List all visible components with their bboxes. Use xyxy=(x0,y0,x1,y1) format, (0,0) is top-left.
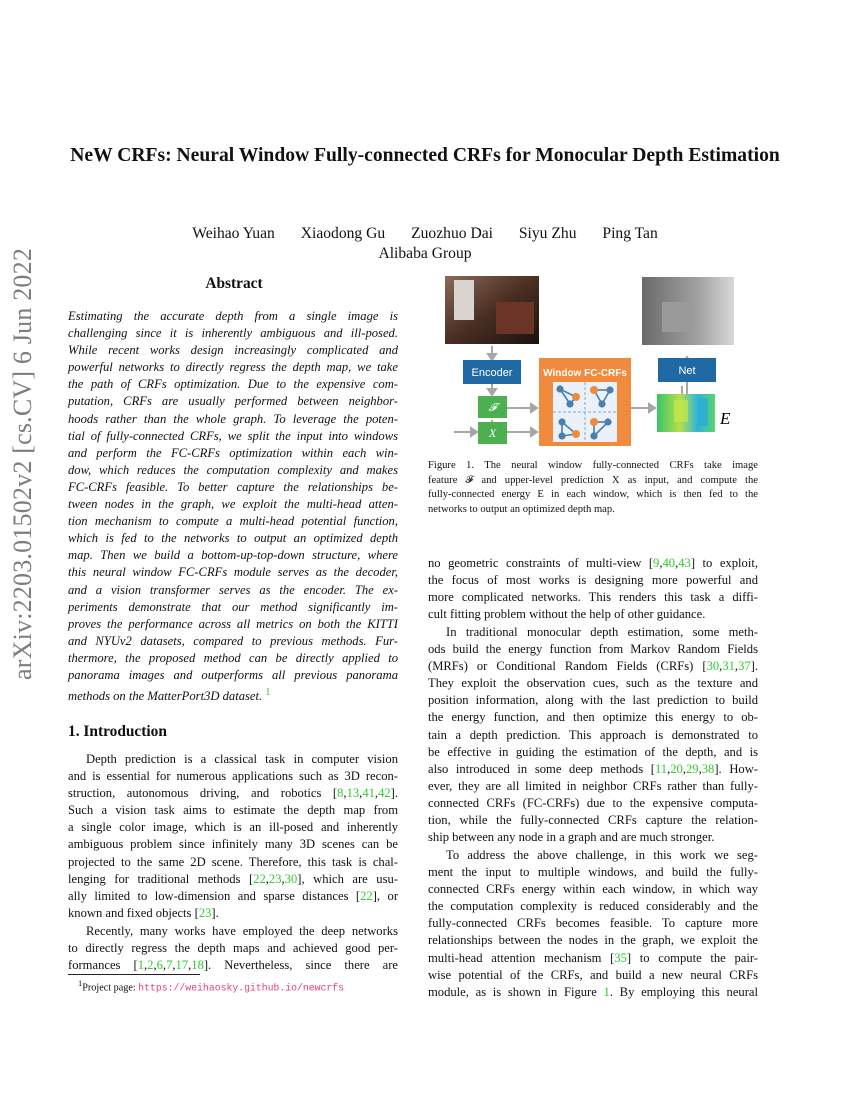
citation-link[interactable]: 8 xyxy=(337,786,344,801)
citation-link[interactable]: 38 xyxy=(701,761,715,776)
text-line: be effective in guiding the estimation of the depth, and is xyxy=(428,744,758,759)
text-line: projected to the same 2D scene. Therefore, this task is chal- xyxy=(68,854,398,869)
text-line: ment the input to multiple windows, and build the fully- xyxy=(428,865,758,880)
citation-link[interactable]: 42 xyxy=(378,786,391,801)
citation-link[interactable]: 30 xyxy=(284,871,298,886)
text-line: lenging for traditional methods [22,23,30], which are usu- xyxy=(68,871,398,886)
abstract-body xyxy=(68,308,398,705)
input-image-window xyxy=(454,280,474,320)
text-line: and is essential for numerous applications such as 3D recon- xyxy=(68,769,398,784)
author: Weihao Yuan xyxy=(192,225,275,242)
text-line: tial of fully-connected CRFs, we split the input into windows xyxy=(68,428,398,443)
right-paragraph-0 xyxy=(428,555,758,623)
window-fc-crfs-label: Window FC-CRFs xyxy=(543,368,627,379)
footnote-mark: 1 xyxy=(78,978,83,988)
text-line: ship between any node in a graph and are much stronger. xyxy=(428,830,715,845)
project-page-link[interactable]: https://weihaosky.github.io/newcrfs xyxy=(138,982,345,994)
citation-link[interactable]: 23 xyxy=(268,871,282,886)
text-line: hoods rather than the whole graph. To leverage the poten- xyxy=(68,411,398,426)
text-line: also introduced in some deep methods [11,20,29,38]. How- xyxy=(428,761,758,776)
author-list xyxy=(60,224,790,243)
text-line: the computation complexity is reduced considerably and the xyxy=(428,899,758,914)
citation-link[interactable]: 6 xyxy=(156,958,163,973)
prediction-x-label: X xyxy=(488,426,497,440)
text-line: (MRFs) or Conditional Random Fields (CRFs) [30,31,37]. xyxy=(428,659,758,674)
footnote-link[interactable]: 1 xyxy=(265,687,271,699)
author: Zuozhuo Dai xyxy=(411,225,493,242)
citation-link[interactable]: 9 xyxy=(653,556,660,570)
text-line: ever, they are all limited in neighbor CRFs rather than fully- xyxy=(428,778,758,793)
text-line: putation, CRFs are usually performed between neighbor- xyxy=(68,394,398,409)
citation-link[interactable]: 22 xyxy=(360,888,373,903)
text-line: position information, along with the last prediction to build xyxy=(428,693,758,708)
citation-link[interactable]: 23 xyxy=(198,905,212,920)
net-label: Net xyxy=(678,365,696,377)
text-line: the focus of most works is designing more powerful and xyxy=(428,573,758,588)
citation-link[interactable]: 18 xyxy=(191,958,204,973)
citation-link[interactable]: 31 xyxy=(722,659,735,674)
text-line: tion, while the fully-connected CRFs capture the relation- xyxy=(428,813,758,828)
text-line: no geometric constraints of multi-view [9,40,43] to exploit, xyxy=(428,556,758,570)
text-line: methods on the MatterPort3D dataset. $^1$ xyxy=(68,687,271,704)
energy-map-patch xyxy=(674,400,688,422)
output-depth-object xyxy=(662,302,692,332)
figure-1-diagram xyxy=(436,272,756,454)
text-line: feature 𝓕 and upper-level prediction X as input, and compute the xyxy=(428,474,758,486)
intro-heading: 1. Introduction xyxy=(68,723,167,740)
citation-link[interactable]: 17 xyxy=(175,958,189,973)
text-line: wise potential of the CRFs, and build a new neural CRFs xyxy=(428,967,758,982)
text-line: module, as is shown in Figure 1. By employing this neural xyxy=(428,984,758,999)
text-line: Estimating the accurate depth from a single image is xyxy=(68,309,398,323)
citation-link[interactable]: 30 xyxy=(706,659,720,674)
paper-title: NeW CRFs: Neural Window Fully-connected CRFs for Monocular Depth Estimation xyxy=(70,145,780,166)
citation-link[interactable]: 20 xyxy=(670,761,683,776)
figure-1-caption xyxy=(428,459,758,517)
text-line: more complicated networks. This renders this task a diffi- xyxy=(428,590,758,605)
text-line: map. Then we build a bottom-up-top-down structure, where xyxy=(68,548,398,563)
footnote xyxy=(78,977,344,994)
input-image-furniture xyxy=(496,302,534,334)
text-line: Recently, many works have employed the deep networks xyxy=(86,924,398,938)
arxiv-side-label: arXiv:2203.01502v2 [cs.CV] 6 Jun 2022 xyxy=(8,247,37,680)
citation-link[interactable]: 11 xyxy=(654,761,668,776)
text-line: fully-connected CRFs becomes feasible. To capture more xyxy=(428,916,758,931)
text-line: periments demonstrate that our method significantly im- xyxy=(68,599,398,614)
footnote-rule xyxy=(68,974,200,975)
citation-link[interactable]: 7 xyxy=(166,958,173,973)
citation-link[interactable]: 40 xyxy=(662,556,676,570)
text-line: relationships between the nodes in the graph, we exploit the xyxy=(428,933,758,948)
text-line: To address the above challenge, in this work we seg- xyxy=(446,848,758,862)
text-line: which is fed to the networks to output an optimized depth xyxy=(68,531,398,546)
text-line: tween nodes in the graph, we exploit the multi-head atten- xyxy=(68,497,398,512)
text-line: proves the performance across all metrics on both the KITTI xyxy=(68,616,398,631)
text-line: this neural window FC-CRFs module serves as the decoder, xyxy=(68,565,398,580)
energy-e-label: E xyxy=(720,409,731,428)
intro-paragraph-2 xyxy=(68,923,398,974)
text-line: and NYUv2 datasets, compared to previous methods. Fur- xyxy=(68,633,398,648)
text-line: connected CRFs energy within each window, in which way xyxy=(428,882,758,897)
energy-map-patch xyxy=(698,398,708,426)
text-line: They exploit the observation cues, such as the texture and xyxy=(428,676,758,691)
text-line: connected CRFs (FC-CRFs) due to the expensive computa- xyxy=(428,795,758,810)
intro-paragraph-1 xyxy=(68,751,398,922)
citation-link[interactable]: 22 xyxy=(253,871,266,886)
text-line: While recent works design increasingly complicated and xyxy=(68,343,398,358)
text-line: a single color image, which is an ill-posed and inherently xyxy=(68,820,398,835)
feature-f-label: 𝓕 xyxy=(488,401,497,414)
citation-link[interactable]: 35 xyxy=(614,950,627,965)
abstract-heading: Abstract xyxy=(205,275,263,292)
text-line: FC-CRFs feasible. To better capture the relationships be- xyxy=(68,479,398,494)
author: Siyu Zhu xyxy=(518,225,577,242)
text-line: cult fitting problem without the help of other guidance. xyxy=(428,607,706,622)
text-line: Depth prediction is a classical task in computer vision xyxy=(86,752,398,766)
citation-link[interactable]: 13 xyxy=(346,786,360,801)
citation-link[interactable]: 1 xyxy=(137,958,144,973)
text-line: In traditional monocular depth estimation, some meth- xyxy=(446,625,758,639)
text-line: tion mechanism to compute a multi-head potential function, xyxy=(68,514,398,529)
text-line: the energy function, and then optimize this energy to ob- xyxy=(428,710,758,725)
text-line: and perform the FC-CRFs optimization within each win- xyxy=(68,445,398,460)
text-line: and a vision transformer serves as the encoder. The ex- xyxy=(68,582,398,597)
citation-link[interactable]: 2 xyxy=(147,958,154,973)
affiliation: Alibaba Group xyxy=(378,245,472,262)
author: Ping Tan xyxy=(602,225,658,242)
right-paragraph-1 xyxy=(428,624,758,846)
citation-link[interactable]: 43 xyxy=(678,556,691,570)
text-line: dow, which reduces the computation complexity and makes xyxy=(68,462,398,477)
text-line: multi-head attention mechanism [35] to compute the pair- xyxy=(428,950,758,965)
text-line: ods build the energy function from Markov Random Fields xyxy=(428,642,758,657)
citation-link[interactable]: 37 xyxy=(738,659,751,674)
text-line: ally limited to low-dimension and sparse distances [22], or xyxy=(68,888,399,903)
figure-1 xyxy=(436,272,756,454)
encoder-label: Encoder xyxy=(471,367,513,379)
text-line: known and fixed objects [23]. xyxy=(68,905,219,920)
text-line: struction, autonomous driving, and robotics [8,13,41,42]. xyxy=(68,786,398,801)
text-line: networks to output an optimized depth map. xyxy=(428,503,615,515)
text-line: fully-connected energy E in each window, which is then fed to the xyxy=(428,489,758,500)
text-line: ambiguous problem since infinitely many 3D scenes can be xyxy=(68,837,398,852)
author: Xiaodong Gu xyxy=(300,225,386,242)
text-line: tain a depth prediction. This approach is demonstrated to xyxy=(428,727,758,742)
citation-link[interactable]: 1 xyxy=(603,984,610,999)
text-line: challenging since it is inherently ambiguous and ill-posed. xyxy=(68,326,398,341)
citation-link[interactable]: 41 xyxy=(362,786,375,801)
text-line: Such a vision task aims to estimate the depth map from xyxy=(68,803,398,818)
text-line: panorama images and outperforms all previous panorama xyxy=(68,667,398,682)
footnote-label: Project page: xyxy=(82,982,139,994)
text-line: thermore, the proposed method can be directly applied to xyxy=(68,650,398,665)
text-line: Figure 1. The neural window fully-connected CRFs take image xyxy=(428,460,758,471)
text-line: formances [1,2,6,7,17,18]. Nevertheless, since there are xyxy=(68,958,399,973)
text-line: the path of CRFs optimization. Due to the expensive com- xyxy=(68,377,398,392)
text-line: powerful networks to directly regress the depth map, we take xyxy=(68,360,398,375)
text-line: to directly regress the depth maps and achieved good per- xyxy=(68,941,398,956)
citation-link[interactable]: 29 xyxy=(686,761,699,776)
right-paragraph-2 xyxy=(428,847,758,1001)
